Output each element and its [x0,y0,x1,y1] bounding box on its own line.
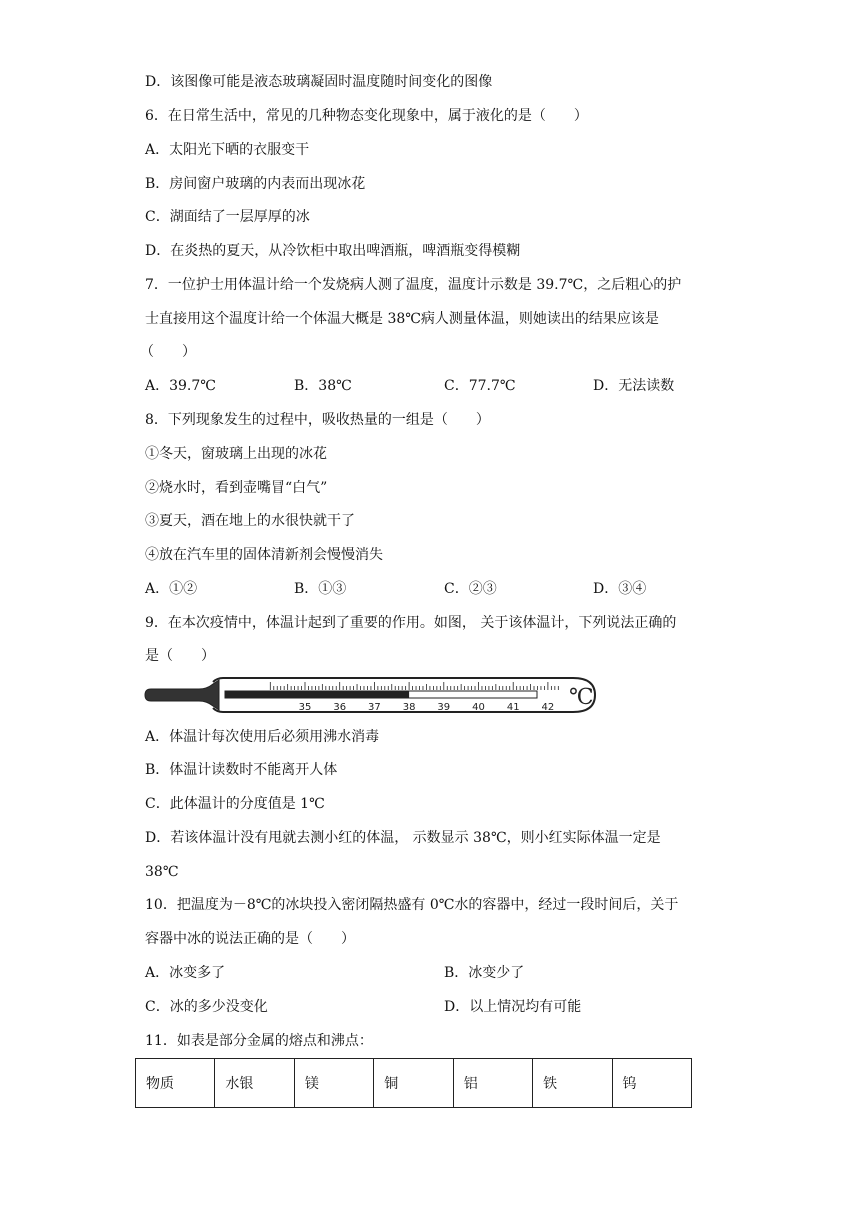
question-9-option-d-continued: 38℃ [145,864,179,880]
question-11-stem: 11．如表是部分金属的熔点和沸点： [145,1033,373,1049]
question-8-item-1: ①冬天，窗玻璃上出现的冰花 [145,446,327,462]
question-9-option-b: B．体温计读数时不能离开人体 [145,762,338,778]
question-8-stem: 8．下列现象发生的过程中，吸收热量的一组是（ ） [145,412,490,428]
question-6-stem: 6．在日常生活中，常见的几种物态变化现象中，属于液化的是（ ） [145,108,588,124]
question-9-stem-line-2: 是（ ） [145,648,215,664]
metals-table [135,1058,692,1108]
question-10-option-a: A．冰变多了 [145,965,226,981]
table-cell: 镁 [294,1059,373,1108]
question-10-option-d: D．以上情况均有可能 [444,999,582,1015]
question-9-stem-line-1: 9．在本次疫情中，体温计起到了重要的作用。如图， 关于该体温计，下列说法正确的 [145,615,677,631]
question-5-option-d: D．该图像可能是液态玻璃凝固时温度随时间变化的图像 [145,74,493,90]
table-cell: 铜 [374,1059,453,1108]
question-6-option-b: B．房间窗户玻璃的内表而出现冰花 [145,176,366,192]
question-6-option-d: D．在炎热的夏天，从冷饮柜中取出啤酒瓶，啤酒瓶变得模糊 [145,243,521,259]
question-10-option-b: B．冰变少了 [444,965,525,981]
thermometer-tick-label: 38 [402,702,416,713]
thermometer-ticks [270,682,558,690]
question-10-stem-line-1: 10．把温度为－8℃的冰块投入密闭隔热盛有 0℃水的容器中，经过一段时间后，关于 [145,897,679,913]
thermometer-unit: ℃ [569,685,594,710]
question-7-stem-line-1: 7．一位护士用体温计给一个发烧病人测了温度，温度计示数是 39.7℃，之后粗心的护 [145,277,682,293]
question-9-option-a: A．体温计每次使用后必须用沸水消毒 [145,729,380,745]
question-7-option-c: C．77.7℃ [444,378,516,394]
question-8-item-3: ③夏天，酒在地上的水很快就干了 [145,513,355,529]
table-cell: 铁 [533,1059,612,1108]
thermometer-tick-label: 35 [298,702,312,713]
thermometer-tick-label: 42 [541,702,555,713]
question-9-option-d: D．若该体温计没有甩就去测小红的体温， 示数显示 38℃，则小红实际体温一定是 [145,830,661,846]
thermometer-tick-label: 41 [506,702,520,713]
table-cell: 钨 [612,1059,691,1108]
question-8-option-d: D．③④ [593,581,647,597]
question-10-option-c: C．冰的多少没变化 [145,999,268,1015]
table-cell: 铝 [453,1059,532,1108]
question-8-option-a: A．①② [145,581,198,597]
thermometer-bulb [145,680,219,710]
thermometer-mercury [225,691,409,698]
question-8-item-4: ④放在汽车里的固体清新剂会慢慢消失 [145,547,383,563]
question-9-option-c: C．此体温计的分度值是 1℃ [145,796,325,812]
question-6-option-a: A．太阳光下晒的衣服变干 [145,142,310,158]
question-8-item-2: ②烧水时，看到壶嘴冒“白气” [145,480,328,496]
question-6-option-c: C．湖面结了一层厚厚的冰 [145,209,310,225]
thermometer-tick-label: 40 [472,702,485,713]
question-8-option-b: B．①③ [294,581,347,597]
question-7-option-a: A．39.7℃ [145,378,216,394]
thermometer-figure [143,676,598,714]
thermometer-tick-label: 36 [333,702,347,713]
thermometer-tick-label: 37 [368,702,381,713]
question-7-option-b: B．38℃ [294,378,352,394]
question-7-stem-line-2: 士直接用这个温度计给一个体温大概是 38℃病人测量体温，则她读出的结果应该是 [145,311,659,327]
question-7-stem-line-3: （ ） [140,344,196,360]
table-row [136,1059,692,1108]
question-10-stem-line-2: 容器中冰的说法正确的是（ ） [145,931,355,947]
thermometer-tick-label: 39 [437,702,451,713]
table-cell: 水银 [215,1059,294,1108]
question-7-option-d: D．无法读数 [593,378,675,394]
table-cell: 物质 [136,1059,215,1108]
question-8-option-c: C．②③ [444,581,497,597]
